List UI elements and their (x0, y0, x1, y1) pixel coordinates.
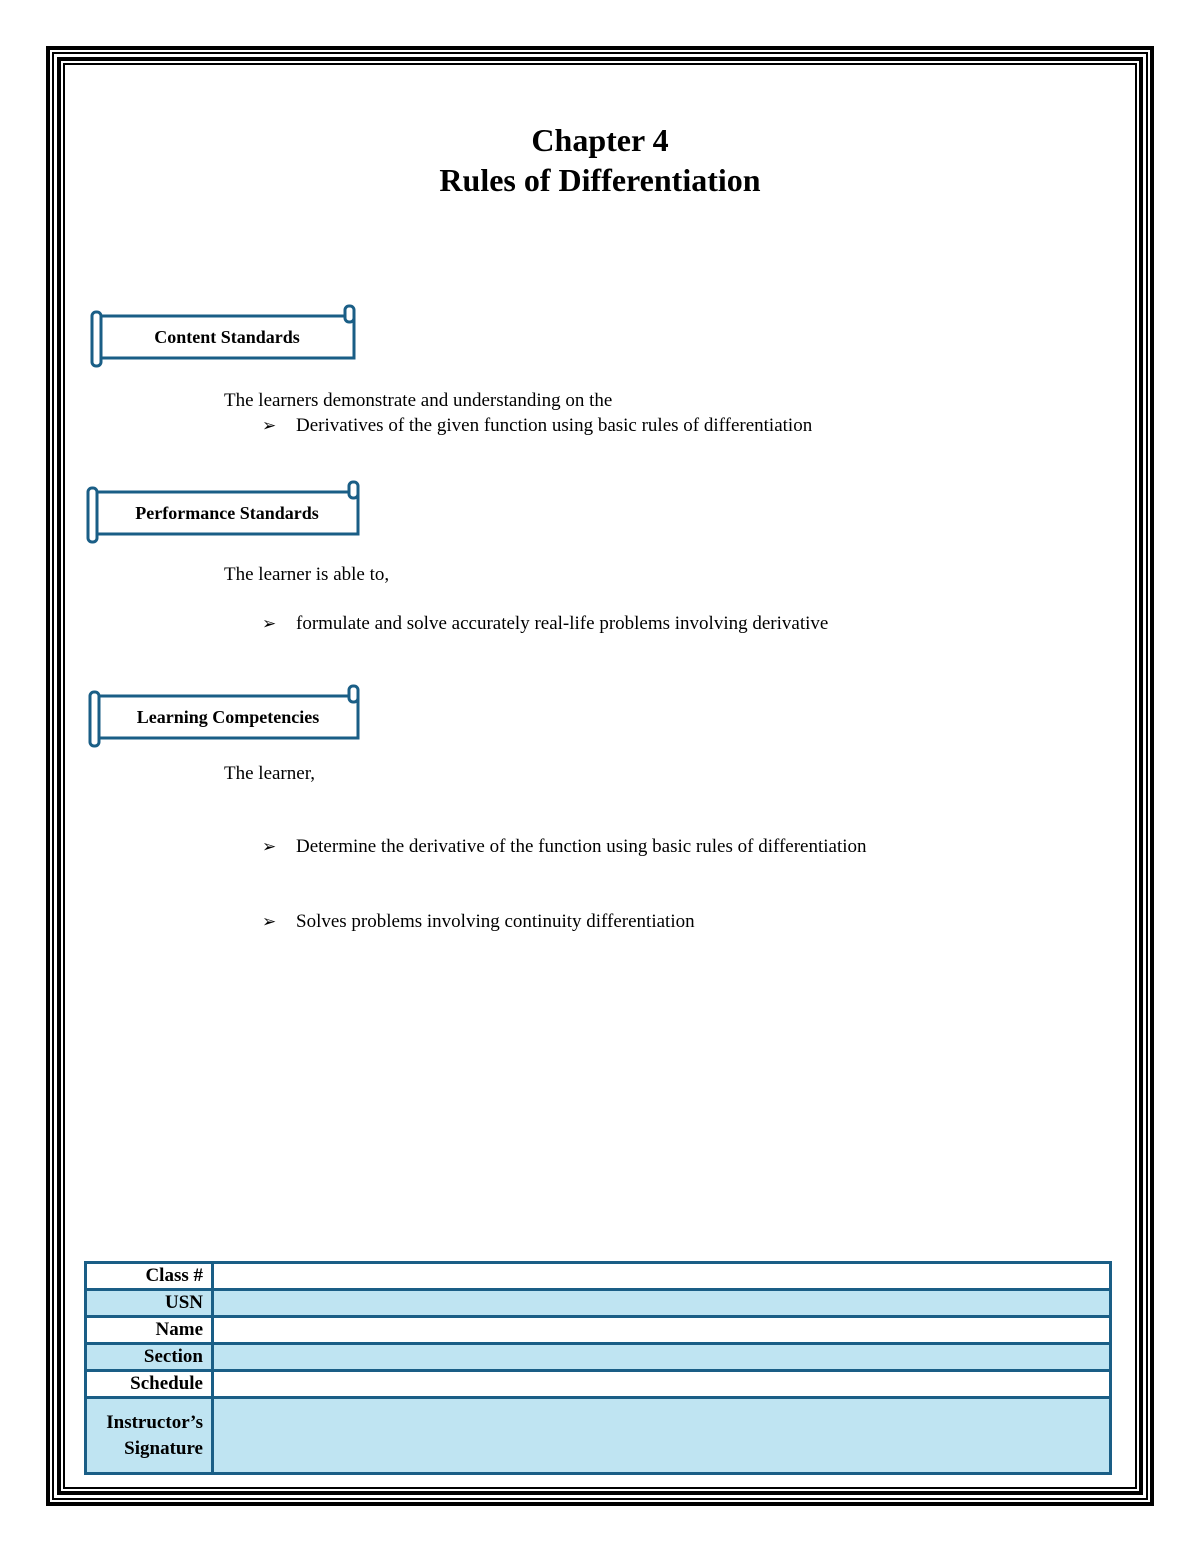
bullet-text: Determine the derivative of the function using basic rules of differentiation (296, 836, 867, 857)
chapter-subtitle: Rules of Differentiation (439, 162, 761, 198)
content-standards-intro: The learners demonstrate and understanding on the (224, 390, 613, 411)
arrow-bullet-icon: ➢ (262, 837, 277, 856)
learning-competencies-heading: Learning Competencies (136, 706, 320, 727)
arrow-bullet-icon: ➢ (262, 416, 277, 435)
performance-standards-heading: Performance Standards (135, 502, 319, 523)
table-row (86, 1371, 1111, 1398)
table-row (86, 1344, 1111, 1371)
instructor-signature-label: Instructor’s Signature (86, 1398, 213, 1474)
student-info-table (84, 1261, 1112, 1475)
bullet-text: Derivatives of the given function using basic rules of differentiation (296, 415, 813, 436)
name-field[interactable] (213, 1317, 1111, 1344)
performance-standards-heading-scroll (86, 480, 362, 544)
chapter-title: Chapter 4 (531, 122, 669, 158)
learning-competencies-intro: The learner, (224, 763, 316, 784)
learning-competencies-heading-scroll (88, 684, 362, 748)
content-standards-heading: Content Standards (154, 326, 300, 347)
performance-standards-intro: The learner is able to, (224, 564, 390, 585)
bullet-text: formulate and solve accurately real-life problems involving derivative (296, 613, 829, 634)
class-number-field[interactable] (213, 1263, 1111, 1290)
usn-label: USN (86, 1290, 213, 1317)
learning-competencies-bullet-2 (262, 911, 695, 933)
table-row (86, 1263, 1111, 1290)
bullet-text: Solves problems involving continuity differentiation (296, 911, 695, 932)
name-label: Name (86, 1317, 213, 1344)
class-number-label: Class # (86, 1263, 213, 1290)
arrow-bullet-icon: ➢ (262, 912, 277, 931)
content-standards-heading-scroll (90, 304, 358, 368)
performance-standards-bullet-1 (262, 613, 828, 635)
learning-competencies-bullet-1 (262, 836, 867, 858)
instructor-signature-field[interactable] (213, 1398, 1111, 1474)
schedule-field[interactable] (213, 1371, 1111, 1398)
arrow-bullet-icon: ➢ (262, 614, 277, 633)
schedule-label: Schedule (86, 1371, 213, 1398)
usn-field[interactable] (213, 1290, 1111, 1317)
section-label: Section (86, 1344, 213, 1371)
table-row (86, 1317, 1111, 1344)
table-row (86, 1398, 1111, 1474)
content-standards-bullet-1 (262, 415, 812, 437)
table-row (86, 1290, 1111, 1317)
section-field[interactable] (213, 1344, 1111, 1371)
